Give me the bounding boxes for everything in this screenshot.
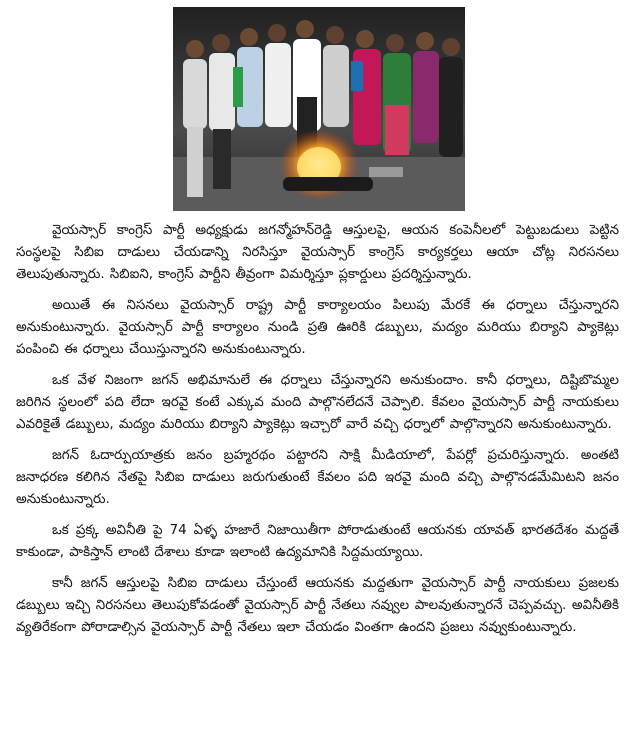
- article-body: [16, 220, 619, 648]
- article-paragraph: కానీ జగన్ ఆస్తులపై సిబిఐ దాడులు చేస్తుంటే ఆయనకు మద్దతుగా వైయస్సార్ పార్టీ నాయకులు ప్రజలకు డబ్బులు ఇచ్చి నిరసనలు తెలుపుకోవడంతో వైయస్సార్ పార్టీ నేతలు నవ్వుల పాలవుతున్నారనే చెప్పవచ్చు. అవినీతికి వ్యతిరేకంగా పోరాడాల్సిన వైయస్సార్ పార్టీ నేతలు ఇలా చేయడం వింతగా ఉందని ప్రజలు నవ్వుకుంటున్నారు.: [16, 576, 619, 635]
- article-paragraph: అయితే ఈ నిసనలు వైయస్సార్ రాష్ట్ర పార్టీ కార్యాలయం పిలుపు మేరకే ఈ ధర్నాలు చేస్తున్నారని అనుకుంటున్నారు. వైయస్సార్ పార్టీ కార్యాలం నుండి ప్రతి ఊరికి డబ్బులు, మద్యం మరియు బిర్యాని ప్యాకెట్లు పంపించి ఈ ధర్నాలు చేయిస్తున్నారని అనుకుంటున్నారు.: [16, 298, 619, 357]
- protest-photo-icon: [173, 7, 465, 211]
- article-paragraph: వైయస్సార్ కాంగ్రెస్ పార్టీ అధ్యక్షుడు జగన్మోహన్‌రెడ్డి ఆస్తులపై, ఆయన కంపెనీలలో పెట్టుబడులు పెట్టిన సంస్థలపై సిబిఐ దాడులు చేయడాన్ని నిరసిస్తూ వైయస్సార్ కాంగ్రెస్ కార్యకర్తలు ఆయా చోట్ల నిరసనలు తెలుపుతున్నారు. సిబిఐని, కాంగ్రెస్ పార్టీని తీవ్రంగా విమర్శిస్తూ ప్లకార్డులు ప్రదర్శిస్తున్నారు.: [16, 223, 619, 282]
- article-paragraph: ఒక వేళ నిజంగా జగన్ అభిమానులే ఈ ధర్నాలు చేస్తున్నారని అనుకుందాం. కానీ ధర్నాలు, దిష్టిబొమ్మల జరిగిన స్థలంలో పది లేదా ఇరవై కంటే ఎక్కువ మంది పాల్గొనలేదనే చెప్పాలి. కేవలం వైయస్సార్ పార్టీ నాయకులు ఎవరికైతే డబ్బులు, మద్యం మరియు బిర్యాని ప్యాకెట్లు ఇచ్చారో వారే వచ్చి ధర్నాలో పాల్గొన్నారని అనుకుంటున్నారు.: [16, 373, 619, 432]
- article-paragraph: ఒక ప్రక్క అవినీతి పై 74 ఏళ్ళ హజారే నిజాయితీగా పోరాడుతుంటే ఆయనకు యావత్ భారతదేశం మద్దతే కాకుండా, పాకిస్తాన్ లాంటి దేశాలు కూడా ఇలాంటి ఉద్యమానికి సిద్దమయ్యాయి.: [16, 523, 619, 560]
- article-paragraph: జగన్ ఓదార్పుయాత్రకు జనం బ్రహ్మరథం పట్టారని సాక్షి మీడియాలో, పేపర్లో ప్రచురిస్తున్నారు. అంతటి జనాధరణ కలిగిన నేతపై సిబిఐ దాడులు జరుగుతుంటే కేవలం పది ఇరవై మంది వచ్చి పాల్గొనడమేమిటని జనం అనుకుంటున్నారు.: [16, 448, 619, 507]
- protest-photo: [173, 7, 465, 211]
